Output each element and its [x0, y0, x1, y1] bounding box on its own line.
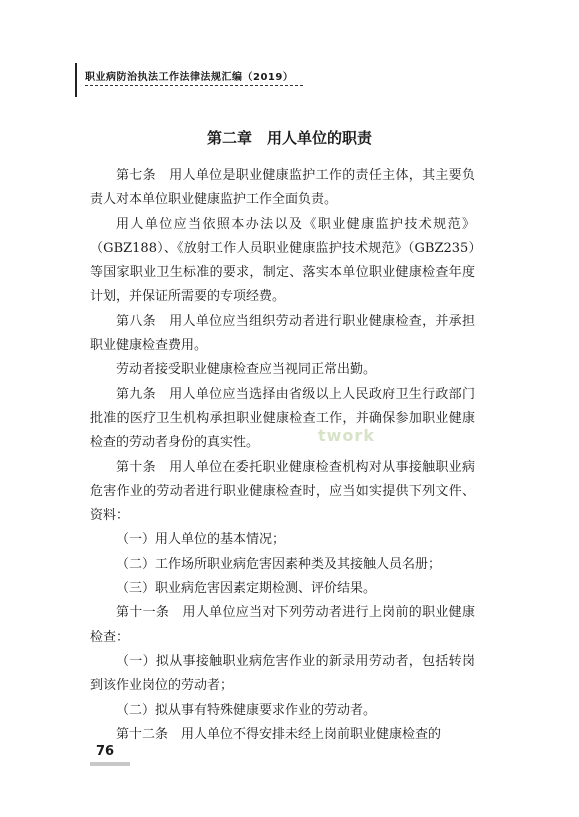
paragraph-article-11: 第十一条 用人单位应当对下列劳动者进行上岗前的职业健康检查：: [90, 605, 475, 645]
paragraph-article-10: 第十条 用人单位在委托职业健康检查机构对从事接触职业病危害作业的劳动者进行职业健康检查时，应当如实提供下列文件、资料：: [90, 459, 475, 524]
running-header: 职业病防治执法工作法律法规汇编（2019）: [85, 72, 294, 83]
page-number-bar: [90, 762, 130, 766]
list-item: （一）用人单位的基本情况；: [116, 532, 286, 548]
paragraph-article-9: 第九条 用人单位应当选择由省级以上人民政府卫生行政部门批准的医疗卫生机构承担职业健康检查工作，并确保参加职业健康检查的劳动者身份的真实性。: [90, 386, 475, 451]
list-item: （二）拟从事有特殊健康要求作业的劳动者。: [116, 702, 377, 718]
paragraph-article-8-cont: 劳动者接受职业健康检查应当视同正常出勤。: [116, 362, 377, 378]
paragraph-article-7: 第七条 用人单位是职业健康监护工作的责任主体，其主要负责人对本单位职业健康监护工作全面负责。: [90, 168, 475, 208]
list-item: （一）拟从事接触职业病危害作业的新录用劳动者，包括转岗到该作业岗位的劳动者；: [90, 653, 475, 694]
list-item: （三）职业病危害因素定期检测、评价结果。: [116, 581, 377, 597]
body-text: [90, 164, 475, 747]
chapter-title: 第二章 用人单位的职责: [206, 129, 372, 147]
list-item: （二）工作场所职业病危害因素种类及其接触人员名册；: [116, 556, 442, 572]
header-divider: [85, 85, 303, 86]
paragraph-article-8: 第八条 用人单位应当组织劳动者进行职业健康检查，并承担职业健康检查费用。: [90, 313, 475, 354]
paragraph-article-12: 第十二条 用人单位不得安排未经上岗前职业健康检查的: [116, 726, 442, 742]
paragraph-article-7-cont: 用人单位应当依照本办法以及《职业健康监护技术规范》（GBZ188）、《放射工作人员职业健康监护技术规范》（GBZ235）等国家职业卫生标准的要求，制定、落实本单位职业健康检查年度计划，并保证所需要的专项经费。: [90, 216, 475, 305]
header-rule: [75, 63, 77, 97]
watermark: twork: [318, 426, 375, 445]
page-number: 76: [96, 744, 115, 759]
